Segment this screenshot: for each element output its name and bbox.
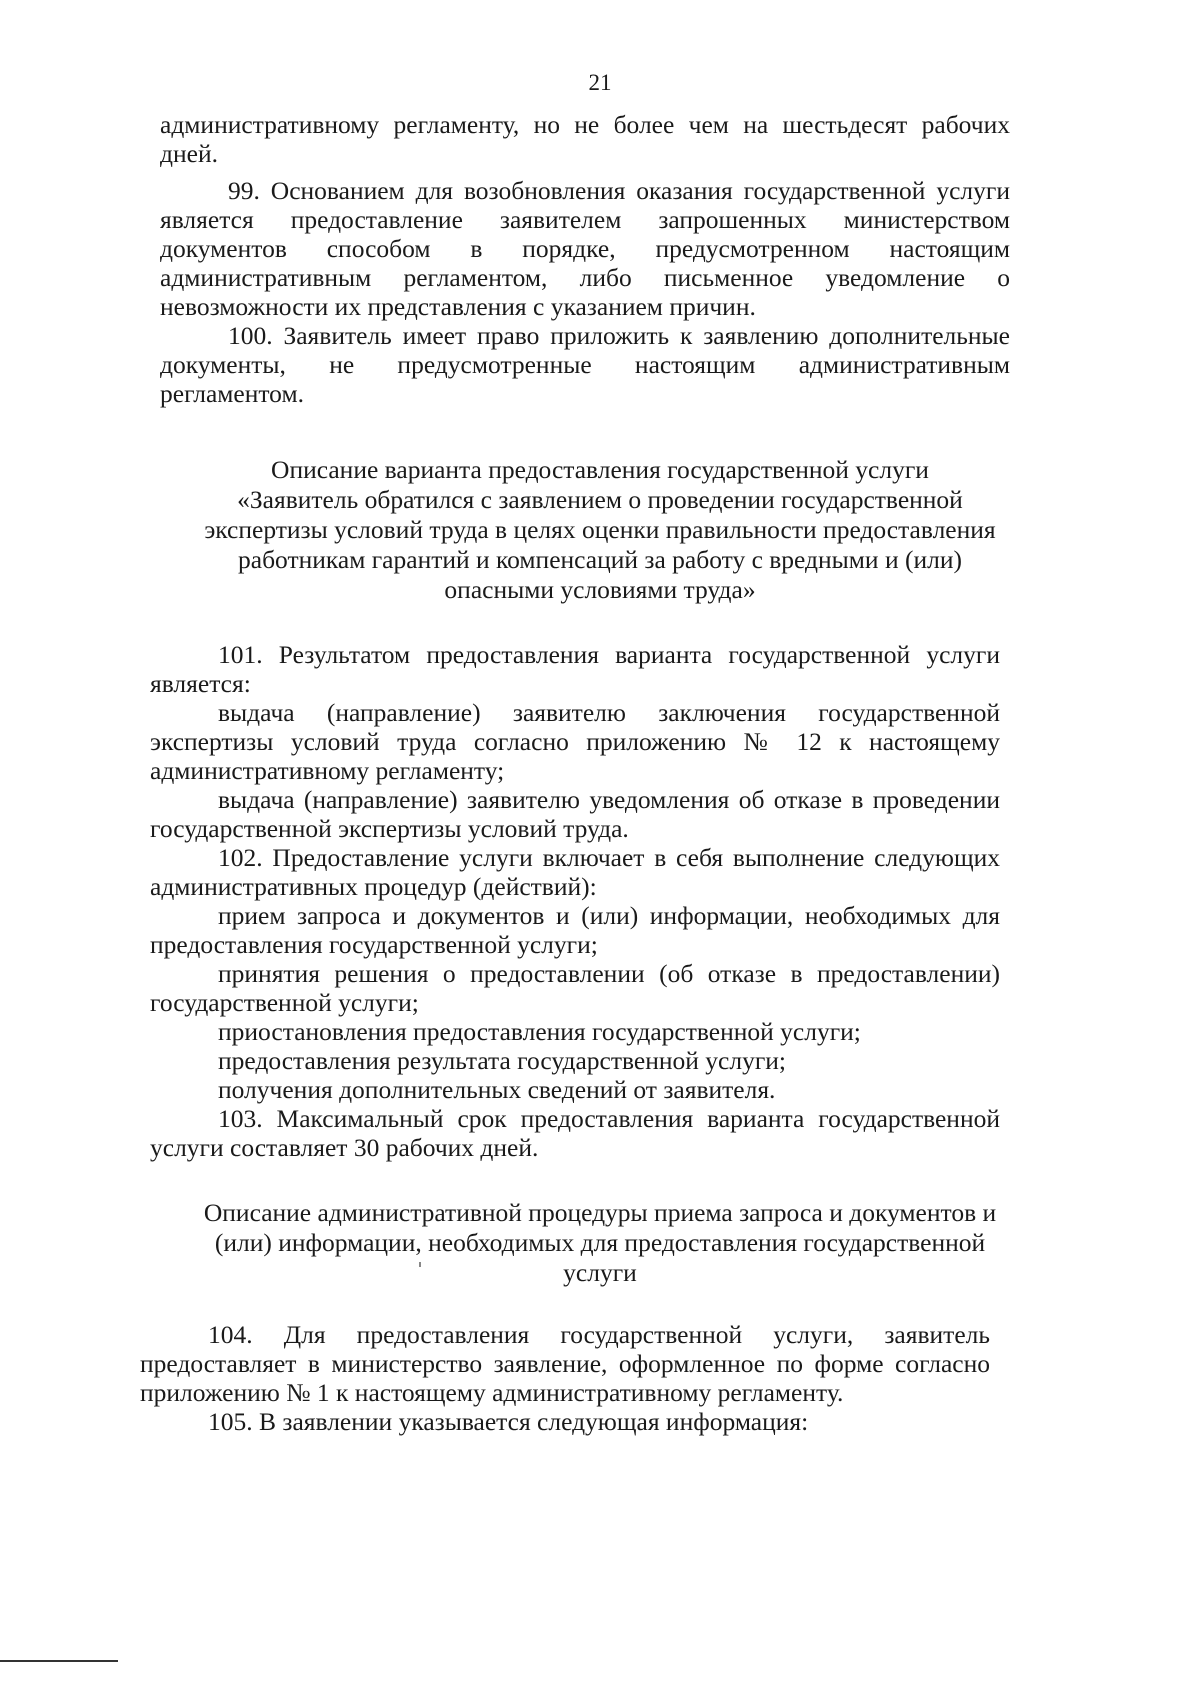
scan-edge-line [0, 1660, 118, 1662]
paragraph-104: 104. Для предоставления государственной услуги, заявитель предоставляет в министерство заявление, оформленное по форме согласно приложению № 1 к настоящему административному регламенту. [140, 1320, 990, 1407]
paragraph-102: 102. Предоставление услуги включает в себя выполнение следующих административных процедур (действий): [150, 843, 1000, 901]
heading-line: «Заявитель обратился с заявлением о проведении государственной [237, 485, 963, 514]
paragraph-102-item-2: принятия решения о предоставлении (об отказе в предоставлении) государственной услуги; [150, 959, 1000, 1017]
paragraph-105: 105. В заявлении указывается следующая информация: [208, 1407, 809, 1436]
paragraph-99: 99. Основанием для возобновления оказания государственной услуги является предоставление заявителем запрошенных министерством документов способом в порядке, предусмотренном настоящим административным регламентом, либо письменное уведомление о невозможности их представления с указанием причин. [160, 176, 1010, 321]
paragraph-102-item-3: приостановления предоставления государственной услуги; [218, 1017, 861, 1046]
paragraph-101-item-1: выдача (направление) заявителю заключения государственной экспертизы условий труда согласно приложению № 12 к настоящему административному регламенту; [150, 698, 1000, 785]
page-number: 21 [588, 70, 612, 95]
heading-line: (или) информации, необходимых для предоставления государственной [214, 1228, 986, 1257]
heading-line: Описание варианта предоставления государственной услуги [271, 455, 929, 484]
paragraph-102-item-5: получения дополнительных сведений от заявителя. [218, 1075, 776, 1104]
heading-line: услуги [563, 1258, 637, 1287]
paragraph-101: 101. Результатом предоставления варианта государственной услуги является: [150, 640, 1000, 698]
section-heading-variant [140, 455, 1060, 605]
paragraph-100: 100. Заявитель имеет право приложить к заявлению дополнительные документы, не предусмотренные настоящим административным регламентом. [160, 321, 1010, 408]
heading-line: Описание административной процедуры приема запроса и документов и [203, 1198, 997, 1227]
continuation-paragraph: административному регламенту, но не более чем на шестьдесят рабочих дней. [160, 110, 1010, 168]
paragraph-102-item-1: прием запроса и документов и (или) информации, необходимых для предоставления государственной услуги; [150, 901, 1000, 959]
middle-text-block [150, 640, 1000, 1162]
paragraph-102-item-4: предоставления результата государственной услуги; [218, 1046, 787, 1075]
paragraph-103: 103. Максимальный срок предоставления варианта государственной услуги составляет 30 рабочих дней. [150, 1104, 1000, 1162]
top-text-block [160, 110, 1010, 408]
paragraph-101-item-2: выдача (направление) заявителю уведомления об отказе в проведении государственной экспертизы условий труда. [150, 785, 1000, 843]
heading-line: экспертизы условий труда в целях оценки правильности предоставления [204, 515, 996, 544]
bottom-text-block [140, 1320, 990, 1436]
section-heading-procedure [140, 1198, 1060, 1288]
heading-line: опасными условиями труда» [444, 575, 756, 604]
heading-line: работникам гарантий и компенсаций за работу с вредными и (или) [238, 545, 962, 574]
